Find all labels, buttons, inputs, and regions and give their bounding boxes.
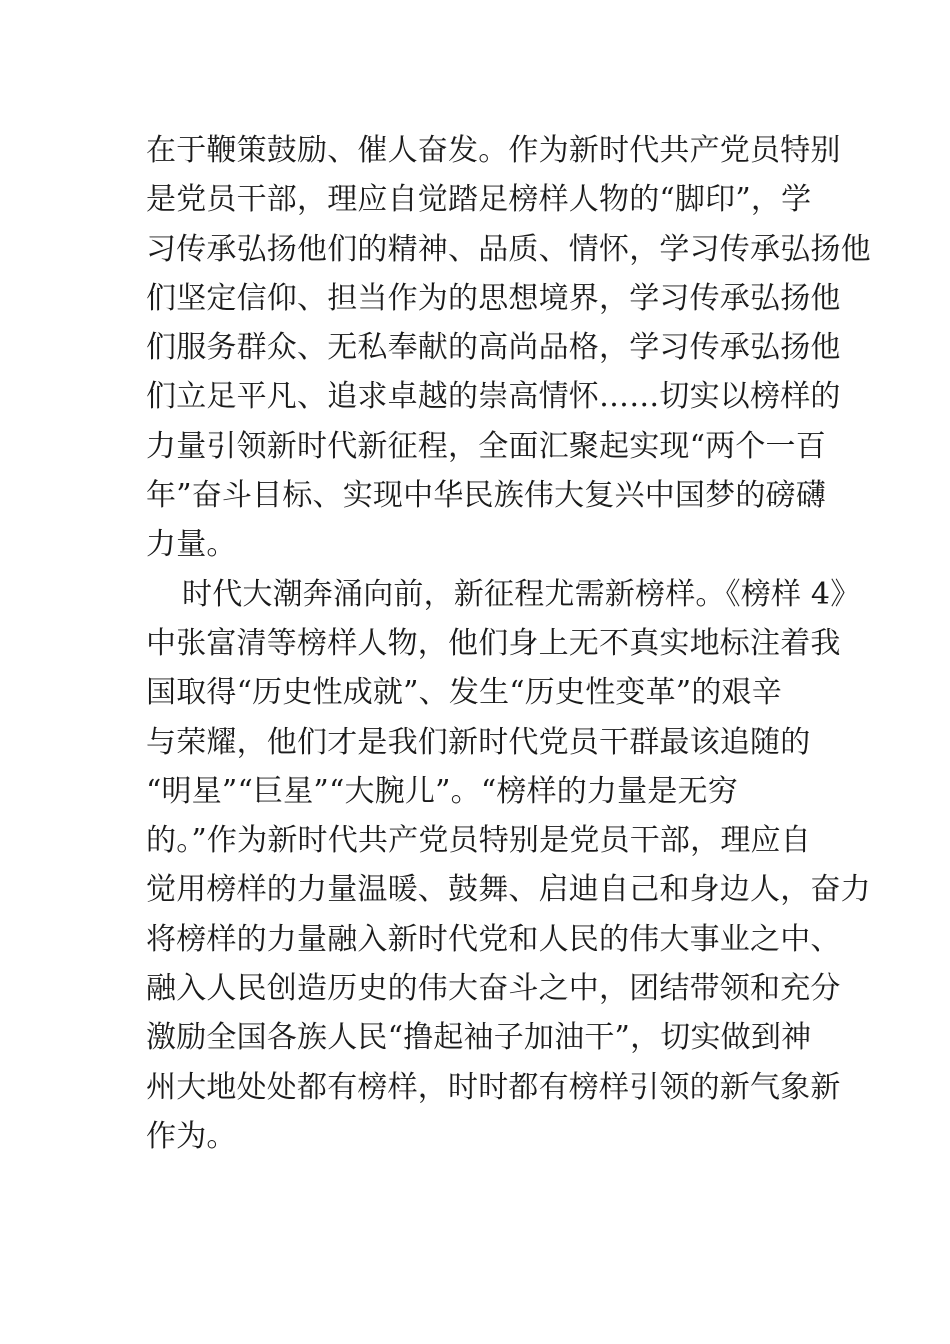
- text-line: 是党员干部，理应自觉踏足榜样人物的“脚印”，学: [146, 182, 812, 218]
- text-line: 力量引领新时代新征程，全面汇聚起实现“两个一百: [146, 428, 826, 464]
- text-line: 中张富清等榜样人物，他们身上无不真实地标注着我: [146, 625, 841, 661]
- text-line: 觉用榜样的力量温暖、鼓舞、启迪自己和身边人，奋力: [146, 872, 871, 908]
- paragraph-1: [146, 126, 871, 570]
- text-line: 州大地处处都有榜样，时时都有榜样引领的新气象新: [146, 1069, 841, 1105]
- text-line: “明星”“巨星”“大腕儿”。“榜样的力量是无穷: [146, 773, 738, 809]
- text-line: 与荣耀，他们才是我们新时代党员干群最该追随的: [146, 724, 811, 760]
- text-line: 激励全国各族人民“撸起袖子加油干”，切实做到神: [146, 1020, 812, 1056]
- text-line: 习传承弘扬他们的精神、品质、情怀，学习传承弘扬他: [146, 231, 871, 267]
- body-text: [146, 126, 871, 1161]
- text-line: 们坚定信仰、担当作为的思想境界，学习传承弘扬他: [146, 280, 841, 316]
- text-line: 力量。: [146, 527, 237, 563]
- paragraph-2: [146, 570, 871, 1162]
- text-line: 在于鞭策鼓励、催人奋发。作为新时代共产党员特别: [146, 133, 841, 168]
- text-line: 年”奋斗目标、实现中华民族伟大复兴中国梦的磅礴: [146, 478, 826, 514]
- text-line: 国取得“历史性成就”、发生“历史性变革”的艰辛: [146, 675, 782, 711]
- text-line: 作为。: [146, 1118, 237, 1154]
- text-line: 的。”作为新时代共产党员特别是党员干部，理应自: [146, 823, 811, 859]
- text-line: 们服务群众、无私奉献的高尚品格，学习传承弘扬他: [146, 330, 841, 366]
- text-line: 将榜样的力量融入新时代党和人民的伟大事业之中、: [146, 921, 841, 957]
- text-line: 时代大潮奔涌向前，新征程尤需新榜样。《榜样 4》: [182, 576, 861, 612]
- text-line: 们立足平凡、追求卓越的崇高情怀……切实以榜样的: [146, 379, 841, 415]
- text-line: 融入人民创造历史的伟大奋斗之中，团结带领和充分: [146, 971, 841, 1007]
